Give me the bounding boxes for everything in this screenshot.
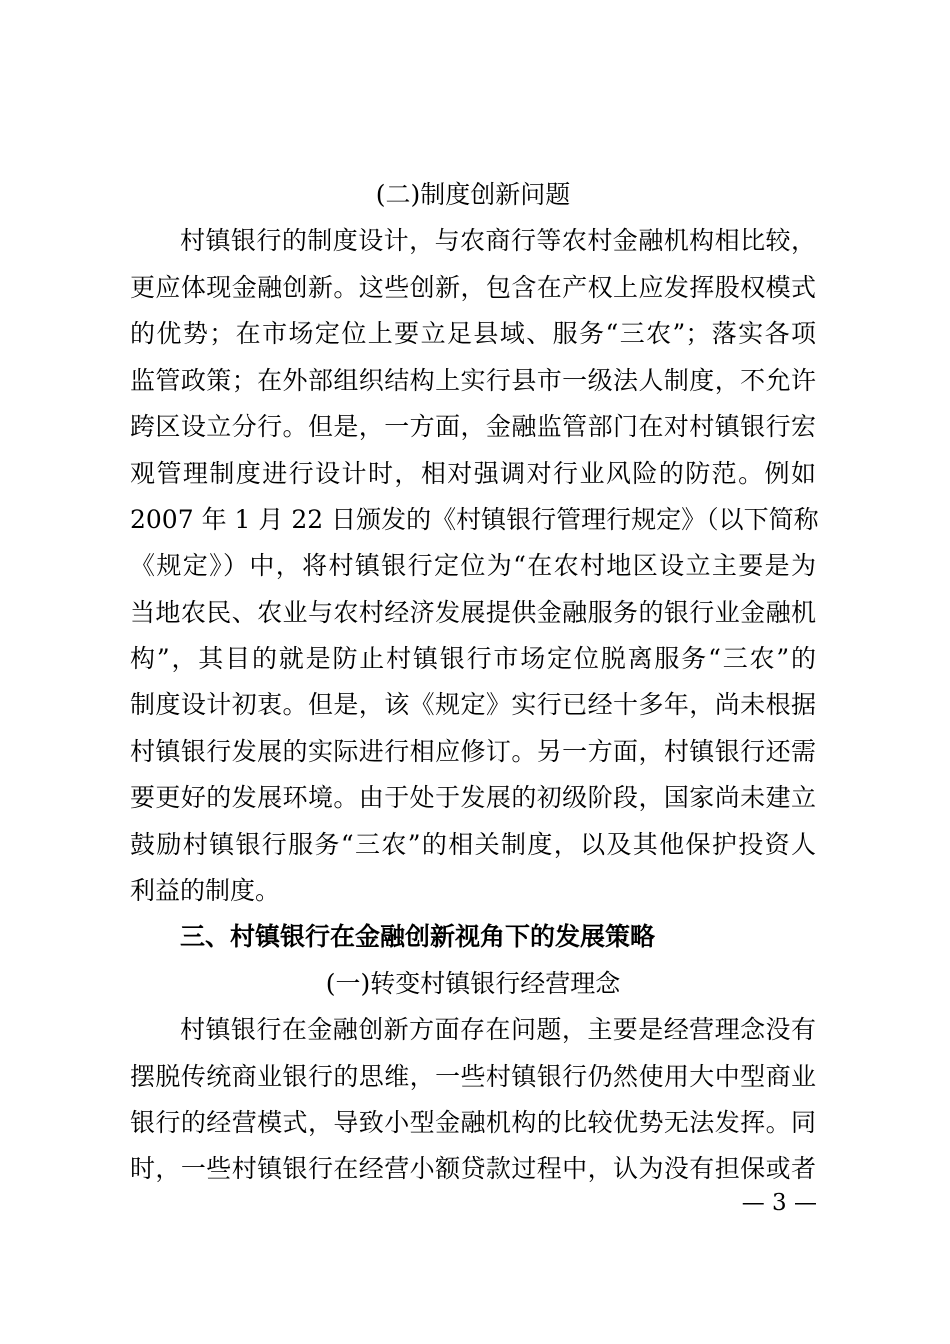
paragraph-line: 《规定》）中，将村镇银行定位为“在农村地区设立主要是为 (130, 551, 816, 580)
paragraph-line: 观管理制度进行设计时，相对强调对行业风险的防范。例如 (130, 459, 816, 488)
paragraph-line: 的优势；在市场定位上要立足县域、服务“三农”；落实各项 (130, 319, 816, 348)
paragraph-line: 构”，其目的就是防止村镇银行市场定位脱离服务“三农”的 (130, 644, 816, 673)
paragraph-line: 更应体现金融创新。这些创新，包含在产权上应发挥股权模式 (130, 273, 816, 302)
paragraph-line: 2007 年 1 月 22 日颁发的《村镇银行管理行规定》（以下简称 (130, 505, 819, 534)
paragraph-line: 制度设计初衷。但是，该《规定》实行已经十多年，尚未根据 (130, 690, 816, 719)
paragraph-line: 要更好的发展环境。由于处于发展的初级阶段，国家尚未建立 (130, 783, 816, 812)
paragraph-line: 利益的制度。 (130, 876, 281, 905)
paragraph-line: 鼓励村镇银行服务“三农”的相关制度，以及其他保护投资人 (130, 830, 816, 859)
section-heading-institutional-innovation: (二)制度创新问题 (375, 180, 571, 209)
paragraph-line: 时，一些村镇银行在经营小额贷款过程中，认为没有担保或者 (130, 1154, 816, 1183)
paragraph-line: 银行的经营模式，导致小型金融机构的比较优势无法发挥。同 (130, 1108, 816, 1137)
chapter-heading-development-strategy: 三、村镇银行在金融创新视角下的发展策略 (180, 922, 656, 951)
paragraph-line: 当地农民、农业与农村经济发展提供金融服务的银行业金融机 (130, 598, 816, 627)
paragraph-line: 村镇银行发展的实际进行相应修订。另一方面，村镇银行还需 (130, 737, 816, 766)
paragraph-line: 跨区设立分行。但是，一方面，金融监管部门在对村镇银行宏 (130, 412, 816, 441)
paragraph-line: 村镇银行的制度设计，与农商行等农村金融机构相比较， (180, 226, 816, 255)
paragraph-line: 村镇银行在金融创新方面存在问题，主要是经营理念没有 (180, 1015, 816, 1044)
paragraph-line: 监管政策；在外部组织结构上实行县市一级法人制度，不允许 (130, 366, 816, 395)
page-number: — 3 — (741, 1190, 817, 1216)
paragraph-line: 摆脱传统商业银行的思维，一些村镇银行仍然使用大中型商业 (130, 1062, 816, 1091)
section-heading-change-philosophy: (一)转变村镇银行经营理念 (325, 969, 621, 998)
